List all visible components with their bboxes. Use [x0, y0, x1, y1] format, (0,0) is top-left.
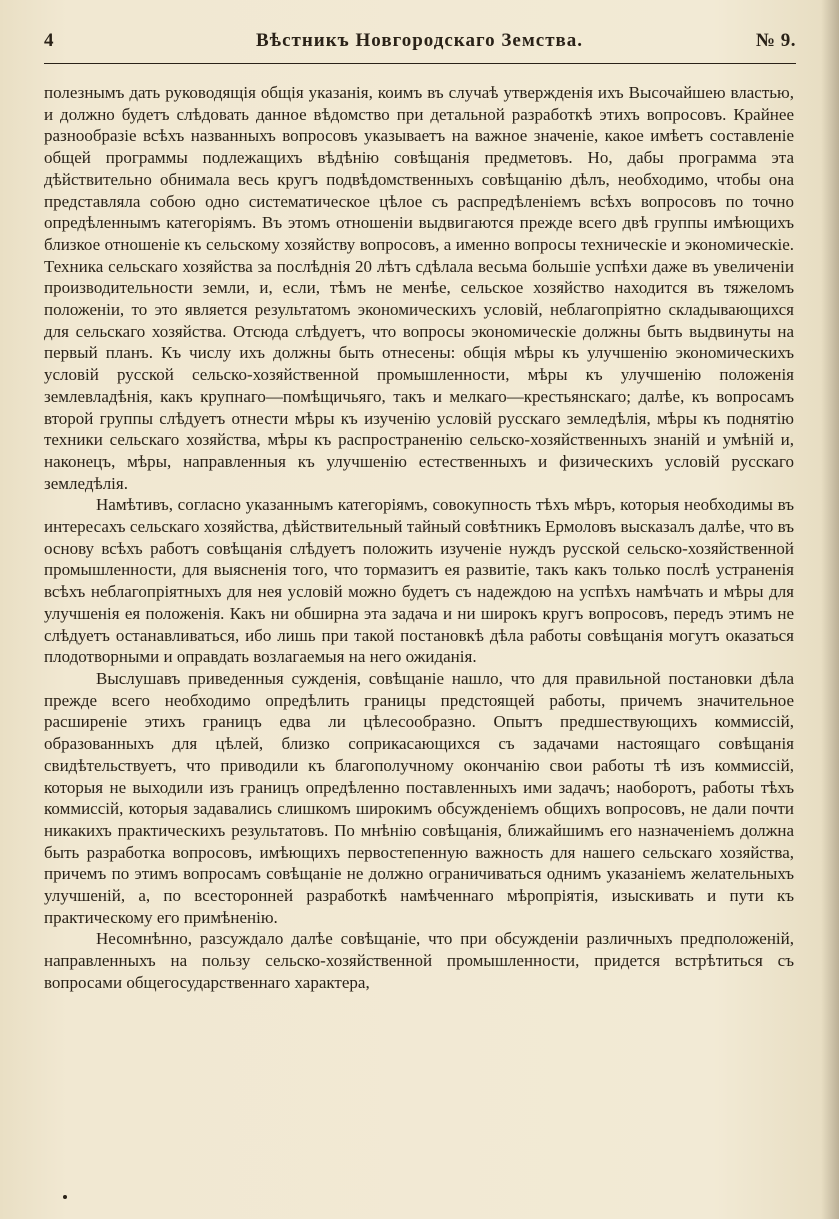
ink-speck — [63, 1195, 67, 1199]
running-header — [44, 30, 796, 62]
body-text — [44, 82, 794, 994]
page-number: 4 — [44, 30, 54, 51]
paragraph-4: Несомнѣнно, разсуждало далѣе совѣщаніе, что при обсужденіи различныхъ предположеній, направленныхъ на пользу сельско-хозяйственной промышленности, придется встрѣтиться съ вопросами общегосударственнаго характера, — [44, 929, 794, 992]
page-spine-shadow — [821, 0, 839, 1219]
paragraph-2: Намѣтивъ, согласно указаннымъ категоріямъ, совокупность тѣхъ мѣръ, которыя необходимы въ интересахъ сельскаго хозяйства, дѣйствительный тайный совѣтникъ Ермоловъ высказалъ далѣе, что въ основу всѣхъ работъ совѣщанія слѣдуетъ положить изученіе нуждъ русской сельско-хозяйственной промышленности, для выясненія того, что тормазитъ ея развитіе, такъ какъ только послѣ устраненія всѣхъ неблагопріятныхъ для нея условій можно будетъ съ надеждою на успѣхъ намѣчать и мѣры для улучшенія ея положенія. Какъ ни обширна эта задача и ни широкъ кругъ вопросовъ, передъ этимъ не слѣдуетъ останавливаться, ибо лишь при такой постановкѣ дѣла работы совѣщанія могутъ оказаться плодотворными и оправдать возлагаемыя на него ожиданія. — [44, 495, 794, 667]
header-rule — [44, 63, 796, 64]
journal-title: Вѣстникъ Новгородскаго Земства. — [256, 30, 584, 51]
paragraph-3: Выслушавъ приведенныя сужденія, совѣщаніе нашло, что для правильной постановки дѣла прежде всего необходимо опредѣлить границы предстоящей работы, причемъ значительное расширеніе этихъ границъ едва ли цѣлесообразно. Опытъ предшествующихъ коммиссій, образованныхъ для цѣлей, близко соприкасающихся съ задачами настоящаго совѣщанія свидѣтельствуетъ, что приводили къ благополучному окончанію свои работы тѣ изъ коммиссій, которыя не выходили изъ границъ опредѣленно поставленныхъ ими задачъ; наоборотъ, работы тѣхъ коммиссій, которыя задавались слишкомъ широкимъ обсужденіемъ общихъ вопросовъ, не дали почти никакихъ практическихъ результатовъ. По мнѣнію совѣщанія, ближайшимъ его назначеніемъ должна быть разработка вопросовъ, имѣющихъ первостепенную важность для нашего сельскаго хозяйства, причемъ по этимъ вопросамъ совѣщаніе не должно ограничиваться однимъ указаніемъ желательныхъ улучшеній, а, по всесторонней разработкѣ намѣченнаго мѣропріятія, изыскивать и пути къ практическому его примѣненію. — [44, 668, 794, 927]
paragraph-1: полезнымъ дать руководящія общія указанія, коимъ въ случаѣ утвержденія ихъ Высочайшею властью, и должно будетъ слѣдовать данное вѣдомство при детальной разработкѣ этихъ вопросовъ. Крайнее разнообразіе всѣхъ названныхъ вопросовъ указываетъ на важное значеніе, какое имѣетъ составленіе общей программы подлежащихъ вѣдѣнію совѣщанія предметовъ. Но, дабы программа эта дѣйствительно обнимала весь кругъ подвѣдомственныхъ совѣщанію дѣлъ, необходимо, чтобы она представляла собою одно систематическое цѣлое съ распредѣленіемъ всѣхъ вопросовъ по точно опредѣленнымъ категоріямъ. Въ этомъ отношеніи выдвигаются прежде всего двѣ группы имѣющихъ близкое отношеніе къ сельскому хозяйству вопросовъ, а именно вопросы техническіе и экономическіе. Техника сельскаго хозяйства за послѣднія 20 лѣтъ сдѣлала весьма большіе успѣхи даже въ увеличеніи производительности земли, и, если, тѣмъ не менѣе, сельское хозяйство находится въ тяжеломъ положеніи, то это является результатомъ экономическихъ условій, неблагопріятно складывающихся для сельскаго хозяйства. Отсюда слѣдуетъ, что вопросы экономическіе должны быть выдвинуты на первый планъ. Къ числу ихъ должны быть отнесены: общія мѣры къ улучшенію экономическихъ условій русской сельско-хозяйственной промышленности, мѣры къ улучшенію положенія землевладѣнія, какъ крупнаго—помѣщичьяго, такъ и мелкаго—крестьянскаго; далѣе, къ вопросамъ второй группы слѣдуетъ отнести мѣры къ изученію условій русскаго земледѣлія, мѣры къ поднятію техники сельскаго хозяйства, мѣры къ распространенію сельско-хозяйственныхъ знаній и умѣній и, наконецъ, мѣры, направленныя къ улучшенію естественныхъ и физическихъ условій русскаго земледѣлія. — [44, 83, 794, 493]
issue-number: № 9. — [755, 30, 796, 51]
